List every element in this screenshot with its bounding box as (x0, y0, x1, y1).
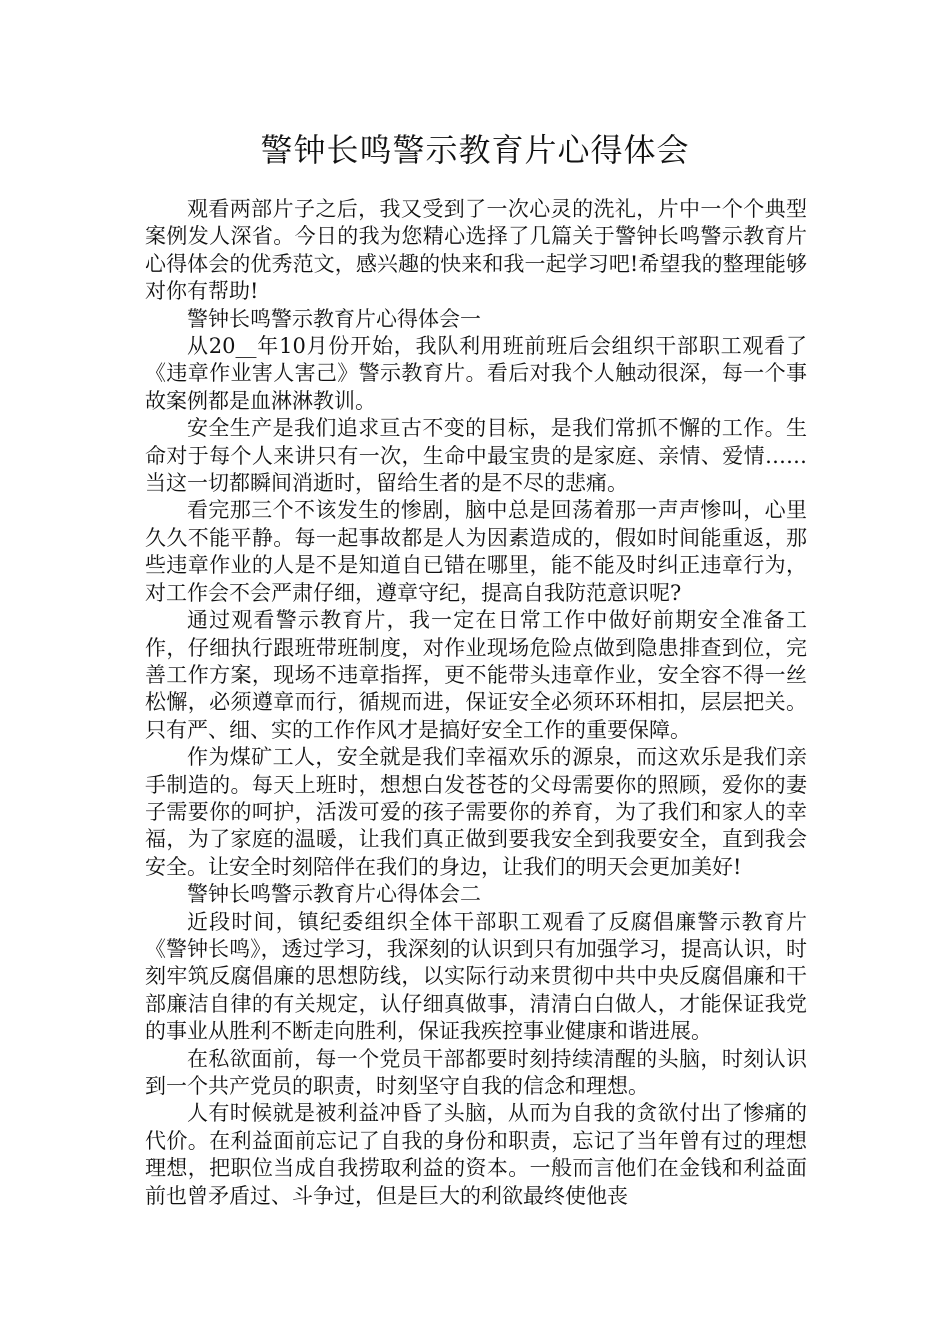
body-paragraph: 人有时候就是被利益冲昏了头脑，从而为自我的贪欲付出了惨痛的代价。在利益面前忘记了自我的身份和职责，忘记了当年曾有过的理想理想，把职位当成自我捞取利益的资本。一般而言他们在金钱和利益面前也曾矛盾过、斗争过，但是巨大的利欲最终使他丧 (145, 1101, 807, 1208)
body-paragraph: 作为煤矿工人，安全就是我们幸福欢乐的源泉，而这欢乐是我们亲手制造的。每天上班时，想想白发苍苍的父母需要你的照顾，爱你的妻子需要你的呵护，活泼可爱的孩子需要你的养育，为了我们和家人的幸福，为了家庭的温暖，让我们真正做到要我安全到我要安全，直到我会安全。让安全时刻陪伴在我们的身边，让我们的明天会更加美好! (145, 745, 807, 879)
page-title: 警钟长鸣警示教育片心得体会 (260, 131, 690, 169)
intro-paragraph: 观看两部片子之后，我又受到了一次心灵的洗礼，片中一个个典型案例发人深省。今日的我为您精心选择了几篇关于警钟长鸣警示教育片心得体会的优秀范文，感兴趣的快来和我一起学习吧!希望我的整理能够对你有帮助! (145, 197, 807, 304)
body-paragraph: 安全生产是我们追求亘古不变的目标，是我们常抓不懈的工作。生命对于每个人来讲只有一次，生命中最宝贵的是家庭、亲情、爱情……当这一切都瞬间消逝时，留给生者的是不尽的悲痛。 (145, 416, 807, 496)
section-heading-1: 警钟长鸣警示教育片心得体会一 (187, 306, 481, 331)
body-paragraph: 从20__年10月份开始，我队利用班前班后会组织干部职工观看了《违章作业害人害己》警示教育片。看后对我个人触动很深，每一个事故案例都是血淋淋教训。 (145, 334, 807, 413)
section-heading-2: 警钟长鸣警示教育片心得体会二 (187, 882, 481, 907)
body-paragraph: 近段时间，镇纪委组织全体干部职工观看了反腐倡廉警示教育片《警钟长鸣》，透过学习，我深刻的认识到只有加强学习，提高认识，时刻牢筑反腐倡廉的思想防线，以实际行动来贯彻中共中央反腐倡廉和干部廉洁自律的有关规定，认仔细真做事，清清白白做人，才能保证我党的事业从胜利不断走向胜利，保证我疾控事业健康和谐进展。 (145, 909, 807, 1044)
body-paragraph: 通过观看警示教育片，我一定在日常工作中做好前期安全准备工作，仔细执行跟班带班制度，对作业现场危险点做到隐患排查到位，完善工作方案，现场不违章指挥，更不能带头违章作业，安全容不得一丝松懈，必须遵章而行，循规而进，保证安全必须环环相扣，层层把关。只有严、细、实的工作作风才是搞好安全工作的重要保障。 (145, 608, 807, 742)
body-paragraph: 在私欲面前，每一个党员干部都要时刻持续清醒的头脑，时刻认识到一个共产党员的职责，时刻坚守自我的信念和理想。 (145, 1046, 807, 1098)
document-body (145, 196, 807, 1210)
body-paragraph: 看完那三个不该发生的惨剧，脑中总是回荡着那一声声惨叫，心里久久不能平静。每一起事故都是人为因素造成的，假如时间能重返，那些违章作业的人是不是知道自已错在哪里，能不能及时纠正违章行为，对工作会不会严肃仔细，遵章守纪，提高自我防范意识呢? (145, 498, 807, 605)
